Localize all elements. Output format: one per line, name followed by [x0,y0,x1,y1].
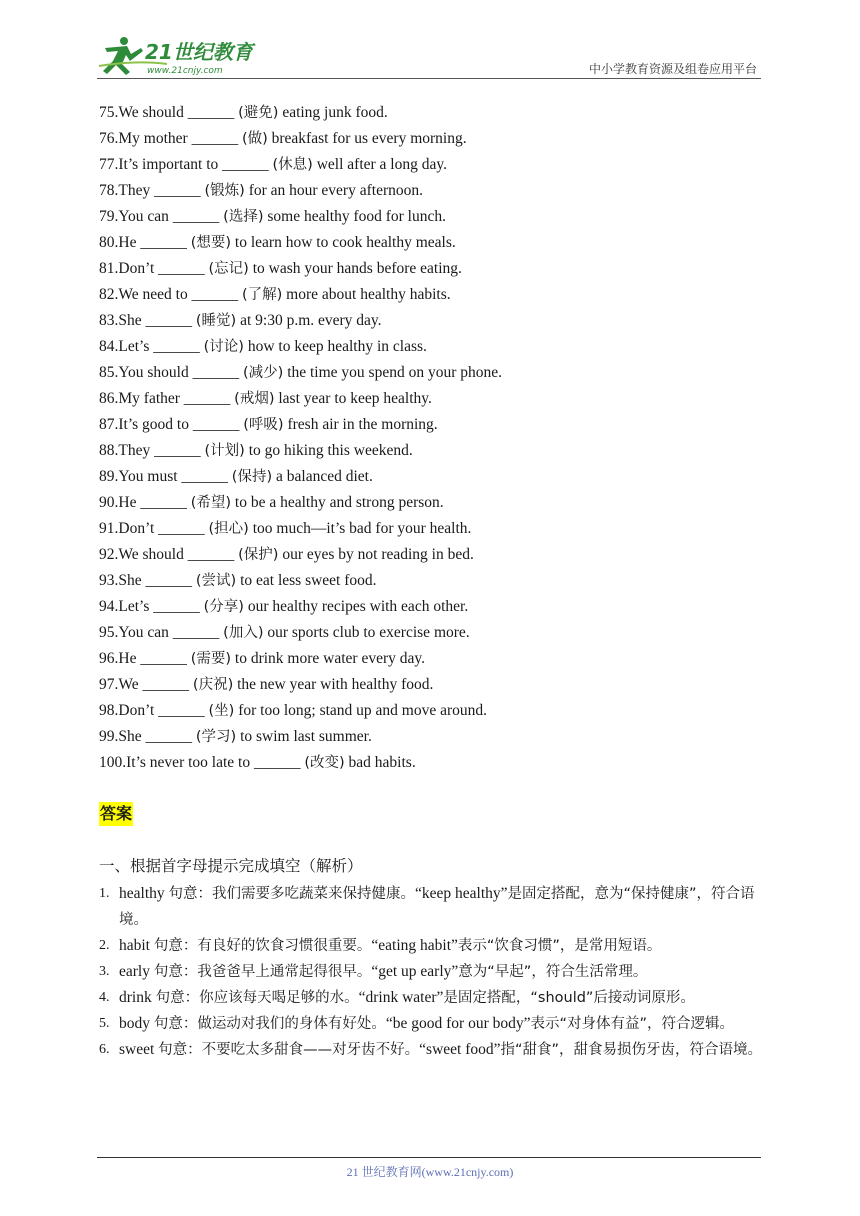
sentence-label: 句意： [153,938,198,954]
question-suffix: to wash your hands before eating. [252,260,462,277]
answer-word: healthy [119,885,165,902]
question-item [99,647,502,673]
question-item [99,153,502,179]
question-suffix: bad habits. [348,754,416,771]
question-suffix: our sports club to exercise more. [267,624,470,641]
answer-heading: 答案 [99,802,133,826]
chinese-hint: (改变) [304,755,345,771]
question-suffix: to swim last summer. [240,728,372,745]
explanation: 是固定搭配，“should”后接动词原形。 [443,990,695,1006]
question-number: 90. [99,494,119,511]
question-prefix: Don’t [118,520,155,537]
question-item [99,231,502,257]
question-prefix: Let’s [118,598,150,615]
question-number: 84. [99,338,119,355]
chinese-hint: (庆祝) [192,677,234,693]
sentence-translation: 做运动对我们的身体有好处。 [197,1016,386,1032]
question-item [99,335,502,361]
header-divider [97,78,761,79]
question-item [99,465,502,491]
key-phrase: “get up early” [371,963,459,980]
explanation: 表示“饮食习惯”，是常用短语。 [457,938,662,954]
answer-word: habit [119,937,150,954]
question-prefix: He [118,494,137,511]
sentence-label: 句意： [168,886,212,902]
answer-blank: ______ [145,728,192,745]
chinese-hint: (忘记) [208,261,249,277]
answer-number: 4. [99,990,110,1005]
question-number: 100. [99,754,127,771]
question-item [99,491,502,517]
answer-blank: ______ [153,598,200,615]
question-suffix: for an hour every afternoon. [248,182,423,199]
question-suffix: the time you spend on your phone. [287,364,503,381]
question-item [99,413,502,439]
question-number: 88. [99,442,119,459]
answer-blank: ______ [140,234,187,251]
chinese-hint: (减少) [242,365,284,381]
chinese-hint: (戒烟) [234,391,275,407]
answer-number: 3. [99,964,110,979]
answer-blank: ______ [253,754,301,771]
question-item [99,439,502,465]
key-phrase: “eating habit” [371,937,458,954]
question-prefix: You must [118,468,178,485]
question-item [99,257,502,283]
chinese-hint: (坐) [208,703,235,719]
key-phrase: “sweet food” [419,1041,501,1058]
answer-blank: ______ [187,546,235,563]
answer-blank: ______ [191,286,239,303]
answer-blank: ______ [154,442,201,459]
question-prefix: She [118,728,142,745]
chinese-hint: (保护) [238,547,279,563]
question-number: 94. [99,598,119,615]
chinese-hint: (希望) [190,495,232,511]
question-item [99,725,502,751]
question-number: 91. [99,520,119,537]
answer-word: sweet [119,1041,155,1058]
answer-blank: ______ [181,468,228,485]
answer-item [99,985,763,1011]
sentence-label: 句意： [155,990,200,1006]
answer-blank: ______ [158,260,205,277]
explanation: 指“甜食”，甜食易损伤牙齿，符合语境。 [500,1042,763,1058]
sentence-translation: 你应该每天喝足够的水。 [199,990,359,1006]
question-suffix: to be a healthy and strong person. [234,494,444,511]
question-suffix: our healthy recipes with each other. [247,598,469,615]
question-prefix: It’s good to [118,416,189,433]
chinese-hint: (锻炼) [204,183,245,199]
key-phrase: “drink water” [358,989,444,1006]
question-suffix: more about healthy habits. [286,286,451,303]
question-item [99,621,502,647]
answer-blank: ______ [158,520,205,537]
chinese-hint: (做) [241,131,268,147]
chinese-hint: (保持) [231,469,273,485]
section-title: 一、根据首字母提示完成填空（解析） [99,857,363,875]
question-prefix: You can [118,624,169,641]
chinese-hint: (避免) [238,105,279,121]
answer-blank: ______ [145,572,192,589]
explanation: 意为“早起”，符合生活常理。 [458,964,648,980]
question-suffix: fresh air in the morning. [287,416,438,433]
question-prefix: She [118,572,142,589]
question-number: 83. [99,312,119,329]
answer-word: body [119,1015,150,1032]
question-number: 76. [99,130,119,147]
answer-number: 1. [99,886,110,901]
chinese-hint: (担心) [208,521,249,537]
question-prefix: They [118,182,151,199]
chinese-hint: (想要) [190,235,232,251]
question-item [99,101,502,127]
chinese-hint: (尝试) [195,573,237,589]
question-prefix: He [118,650,137,667]
answer-item [99,1037,763,1063]
question-item [99,751,502,777]
answer-blank: ______ [140,650,187,667]
question-prefix: Don’t [118,260,155,277]
question-number: 93. [99,572,119,589]
explanation: 表示“对身体有益”，符合逻辑。 [530,1016,735,1032]
answer-blank: ______ [153,338,200,355]
answer-number: 2. [99,938,110,953]
question-item [99,361,502,387]
question-item [99,179,502,205]
question-item [99,309,502,335]
question-item [99,205,502,231]
answer-blank: ______ [142,676,190,693]
question-suffix: to go hiking this weekend. [248,442,413,459]
question-suffix: to learn how to cook healthy meals. [234,234,456,251]
question-number: 98. [99,702,119,719]
question-number: 78. [99,182,119,199]
question-prefix: Let’s [118,338,150,355]
answer-number: 6. [99,1042,110,1057]
sentence-label: 句意： [153,964,198,980]
question-number: 92. [99,546,119,563]
answer-blank: ______ [222,156,269,173]
answer-item [99,1011,763,1037]
answer-number: 5. [99,1016,110,1031]
question-prefix: It’s never too late to [126,754,251,771]
question-prefix: My mother [118,130,188,147]
explanation: 是固定搭配，意为“保持健康”，符合语境。 [119,886,755,928]
answer-list [99,881,763,1063]
question-number: 79. [99,208,119,225]
runner-logo-icon [97,34,267,78]
question-prefix: She [118,312,142,329]
sentence-translation: 不要吃太多甜食——对牙齿不好。 [201,1042,420,1058]
answer-blank: ______ [158,702,205,719]
chinese-hint: (睡觉) [195,313,237,329]
question-suffix: well after a long day. [316,156,447,173]
chinese-hint: (需要) [190,651,232,667]
answer-blank: ______ [145,312,192,329]
question-list [99,101,502,777]
chinese-hint: (加入) [223,625,264,641]
sentence-label: 句意： [158,1042,202,1058]
sentence-translation: 我爸爸早上通常起得很早。 [197,964,372,980]
question-suffix: a balanced diet. [276,468,373,485]
question-number: 85. [99,364,119,381]
question-number: 96. [99,650,119,667]
footer-divider [97,1157,761,1158]
question-number: 75. [99,104,119,121]
question-item [99,127,502,153]
chinese-hint: (选择) [223,209,264,225]
question-suffix: too much—it’s bad for your health. [252,520,472,537]
question-number: 89. [99,468,119,485]
key-phrase: “be good for our body” [385,1015,531,1032]
question-number: 81. [99,260,119,277]
question-number: 82. [99,286,119,303]
question-suffix: to eat less sweet food. [240,572,377,589]
answer-blank: ______ [172,208,220,225]
question-suffix: at 9:30 p.m. every day. [240,312,382,329]
question-prefix: You should [118,364,189,381]
question-number: 87. [99,416,119,433]
chinese-hint: (讨论) [203,339,244,355]
answer-word: drink [119,989,152,1006]
question-suffix: how to keep healthy in class. [247,338,427,355]
question-prefix: He [118,234,137,251]
question-item [99,543,502,569]
question-item [99,699,502,725]
question-suffix: for too long; stand up and move around. [238,702,488,719]
answer-blank: ______ [192,416,240,433]
page-header [97,34,761,80]
answer-item [99,881,763,933]
chinese-hint: (呼吸) [243,417,284,433]
question-prefix: Don’t [118,702,155,719]
question-item [99,387,502,413]
question-suffix: last year to keep healthy. [278,390,432,407]
question-number: 80. [99,234,119,251]
answer-item [99,959,763,985]
question-suffix: the new year with healthy food. [237,676,434,693]
question-suffix: some healthy food for lunch. [267,208,446,225]
answer-blank: ______ [183,390,231,407]
question-suffix: our eyes by not reading in bed. [282,546,474,563]
question-prefix: We should [118,104,184,121]
chinese-hint: (分享) [203,599,244,615]
platform-name: 中小学教育资源及组卷应用平台 [588,62,757,76]
question-item [99,673,502,699]
answer-blank: ______ [172,624,220,641]
question-item [99,569,502,595]
answer-blank: ______ [191,130,239,147]
question-prefix: We [118,676,139,693]
answer-word: early [119,963,150,980]
chinese-hint: (学习) [195,729,237,745]
key-phrase: “keep healthy” [415,885,508,902]
question-prefix: It’s important to [118,156,219,173]
svg-text:21世纪教育: 21世纪教育 [145,40,253,64]
question-number: 86. [99,390,119,407]
answer-blank: ______ [187,104,235,121]
logo [97,34,267,78]
answer-blank: ______ [140,494,187,511]
chinese-hint: (计划) [204,443,245,459]
question-prefix: They [118,442,151,459]
question-suffix: breakfast for us every morning. [271,130,467,147]
question-item [99,283,502,309]
question-suffix: eating junk food. [282,104,388,121]
chinese-hint: (了解) [241,287,283,303]
sentence-translation: 我们需要多吃蔬菜来保持健康。 [212,886,415,902]
answer-item [99,933,763,959]
question-item [99,595,502,621]
question-suffix: to drink more water every day. [234,650,425,667]
question-number: 97. [99,676,119,693]
sentence-label: 句意： [153,1016,198,1032]
chinese-hint: (休息) [272,157,313,173]
question-prefix: We should [118,546,184,563]
question-prefix: My father [118,390,180,407]
page-footer: 21 世纪教育网(www.21cnjy.com) [346,1165,514,1179]
question-prefix: You can [118,208,169,225]
sentence-translation: 有良好的饮食习惯很重要。 [197,938,372,954]
question-item [99,517,502,543]
answer-blank: ______ [154,182,201,199]
question-prefix: We need to [118,286,188,303]
question-number: 99. [99,728,119,745]
answer-blank: ______ [192,364,240,381]
question-number: 95. [99,624,119,641]
svg-text:www.21cnjy.com: www.21cnjy.com [147,66,223,76]
question-number: 77. [99,156,119,173]
